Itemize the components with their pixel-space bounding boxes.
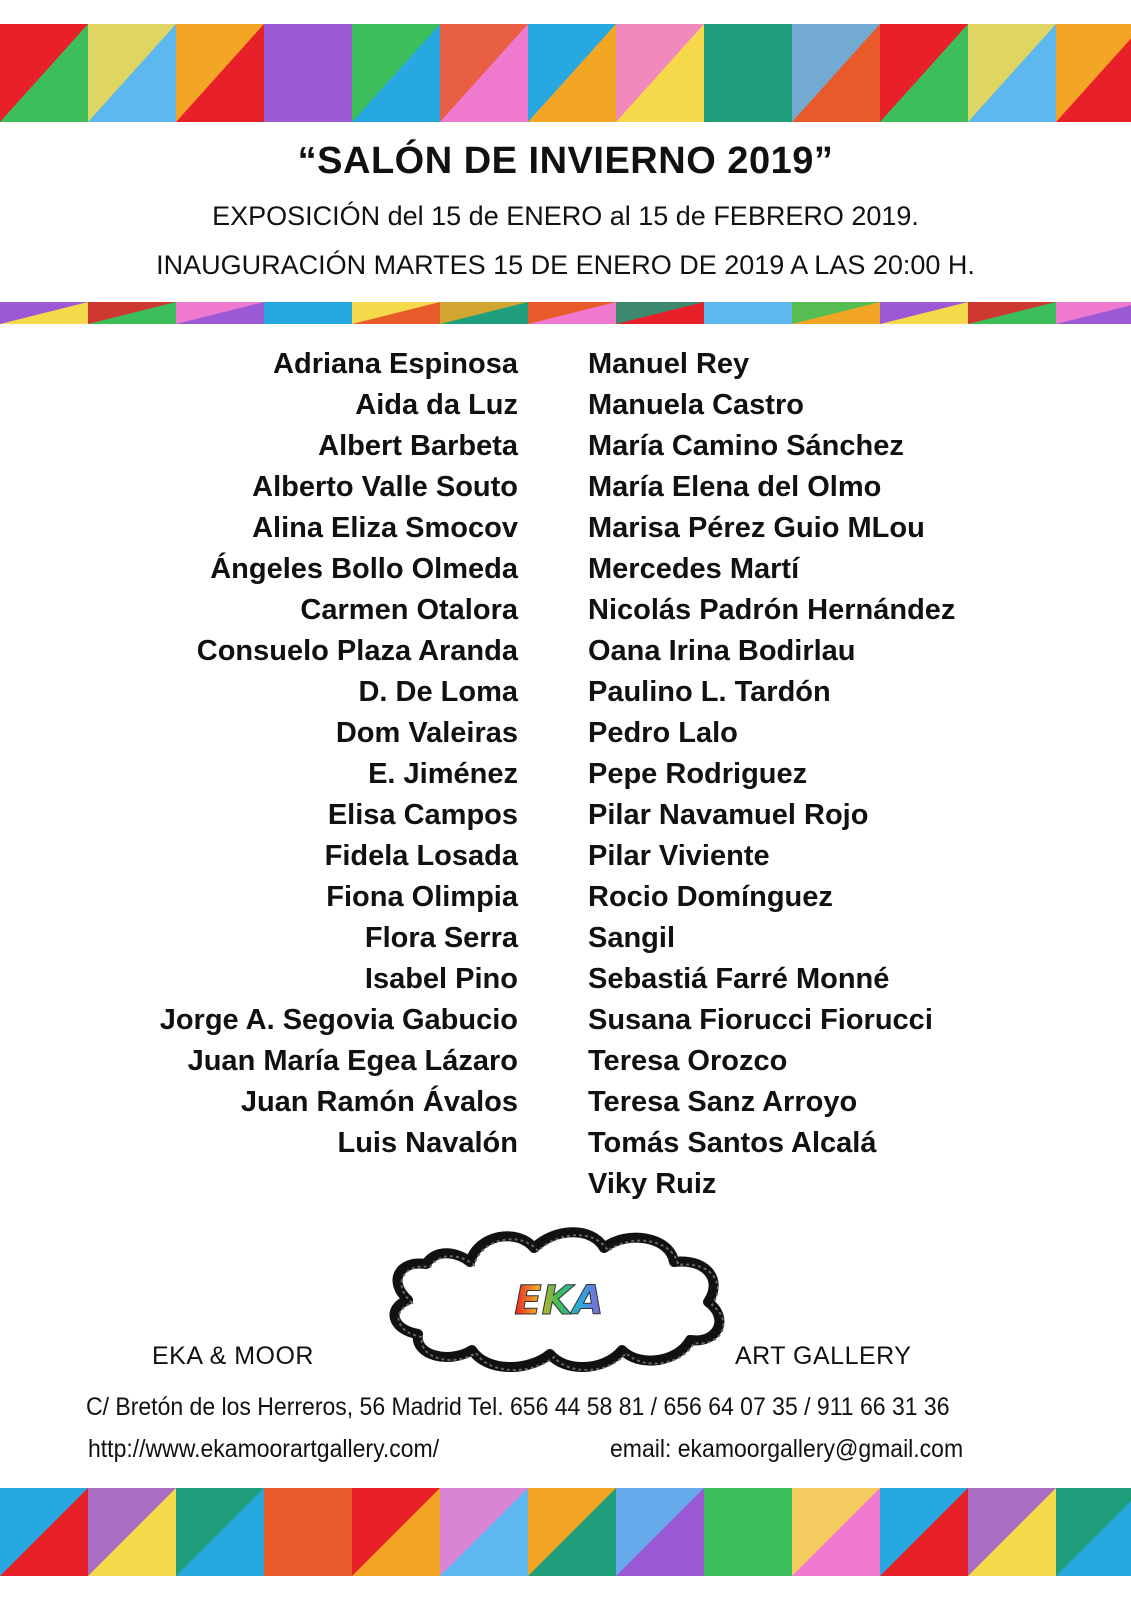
artist-name: Mercedes Martí	[588, 553, 800, 585]
artist-list-left	[60, 344, 518, 1164]
top-color-band	[0, 24, 1131, 122]
artist-name: D. De Loma	[358, 676, 518, 708]
artist-name: Jorge A. Segovia Gabucio	[159, 1004, 518, 1036]
artist-name: Manuela Castro	[588, 389, 804, 421]
gallery-type: ART GALLERY	[735, 1342, 912, 1370]
exhibition-dates: EXPOSICIÓN del 15 de ENERO al 15 de FEBRERO 2019.	[212, 201, 919, 231]
gallery-email-link[interactable]: email: ekamoorgallery@gmail.com	[610, 1435, 964, 1463]
artist-name: Elisa Campos	[327, 799, 518, 831]
artist-name: María Elena del Olmo	[588, 471, 882, 503]
artist-name: Fidela Losada	[324, 840, 518, 872]
artist-name: Adriana Espinosa	[273, 348, 518, 380]
gallery-logo	[378, 1222, 740, 1372]
artist-name: Juan Ramón Ávalos	[240, 1086, 518, 1118]
artist-name: Rocio Domínguez	[588, 881, 833, 913]
artist-name: Luis Navalón	[337, 1127, 518, 1159]
artist-name: Aida da Luz	[355, 389, 518, 421]
gallery-address: C/ Bretón de los Herreros, 56 Madrid Tel. 656 44 58 81 / 656 64 07 35 / 911 66 31 36	[86, 1393, 950, 1421]
artist-name: Isabel Pino	[364, 963, 518, 995]
artist-name: Albert Barbeta	[318, 430, 518, 462]
artist-name: Teresa Sanz Arroyo	[588, 1086, 858, 1118]
artist-name: Pilar Viviente	[588, 840, 770, 872]
artist-name: Marisa Pérez Guio MLou	[588, 512, 925, 544]
gallery-website-link[interactable]: http://www.ekamoorartgallery.com/	[88, 1435, 440, 1463]
middle-color-band	[0, 302, 1131, 324]
artist-name: Teresa Orozco	[588, 1045, 788, 1077]
logo-wordmark: EKA	[514, 1278, 604, 1324]
artist-name: Fiona Olimpia	[326, 881, 518, 913]
artist-name: María Camino Sánchez	[588, 430, 904, 462]
artist-name: Viky Ruiz	[588, 1168, 717, 1200]
artist-name: Manuel Rey	[588, 348, 750, 380]
artist-name: Sangil	[588, 922, 676, 954]
artist-name: Consuelo Plaza Aranda	[196, 635, 518, 667]
artist-name: E. Jiménez	[368, 758, 518, 790]
artist-name: Alina Eliza Smocov	[252, 512, 518, 544]
artist-name: Ángeles Bollo Olmeda	[210, 553, 518, 585]
artist-name: Alberto Valle Souto	[252, 471, 518, 503]
artist-name: Flora Serra	[364, 922, 518, 954]
opening-info: INAUGURACIÓN MARTES 15 DE ENERO DE 2019 A LAS 20:00 H.	[156, 250, 975, 280]
artist-name: Pedro Lalo	[588, 717, 738, 749]
artist-name: Oana Irina Bodirlau	[588, 635, 856, 667]
artist-name: Paulino L. Tardón	[588, 676, 831, 708]
artist-name: Dom Valeiras	[335, 717, 518, 749]
bottom-color-band	[0, 1488, 1131, 1576]
artist-name: Susana Fiorucci Fiorucci	[588, 1004, 933, 1036]
artist-list-right	[588, 344, 1088, 1205]
gallery-name: EKA & MOOR	[152, 1342, 314, 1370]
artist-name: Tomás Santos Alcalá	[588, 1127, 877, 1159]
artist-name: Carmen Otalora	[300, 594, 518, 626]
artist-name: Sebastiá Farré Monné	[588, 963, 890, 995]
artist-name: Nicolás Padrón Hernández	[588, 594, 956, 626]
artist-name: Pilar Navamuel Rojo	[588, 799, 869, 831]
poster-title: “SALÓN DE INVIERNO 2019”	[297, 140, 834, 182]
artist-name: Pepe Rodriguez	[588, 758, 808, 790]
artist-name: Juan María Egea Lázaro	[187, 1045, 518, 1077]
